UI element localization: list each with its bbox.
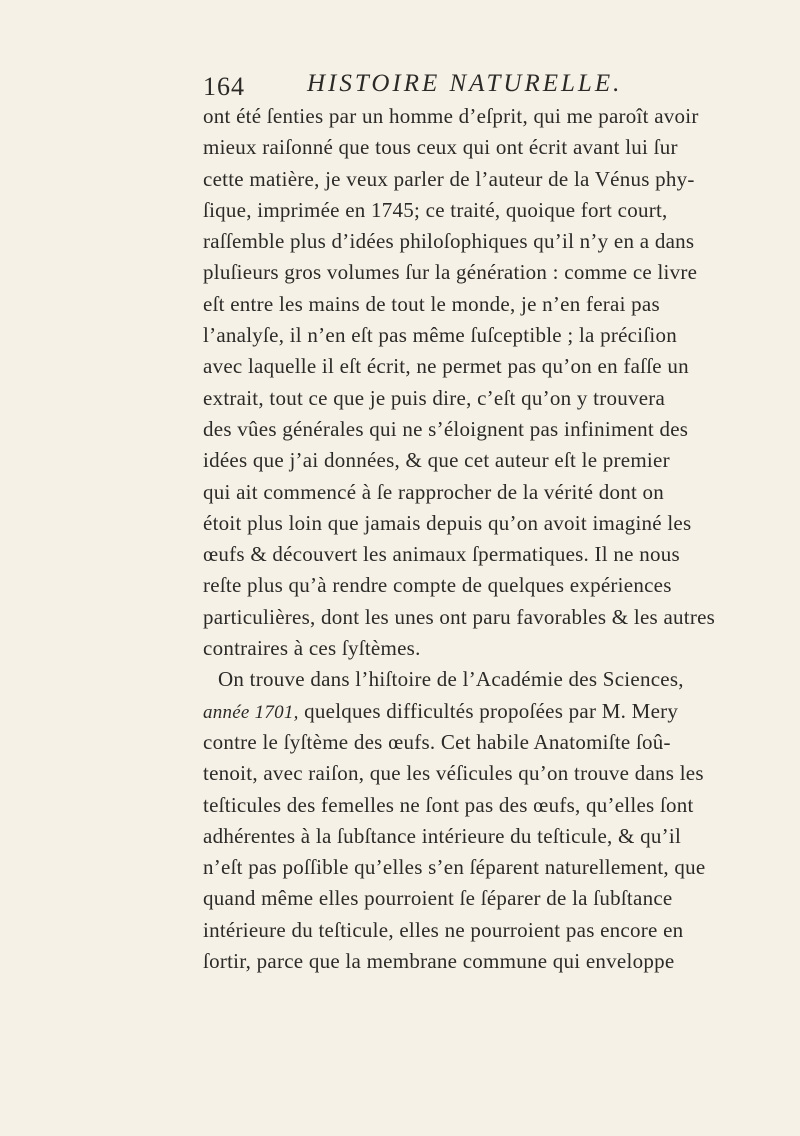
text-line: mieux raiſonné que tous ceux qui ont écrit avant lui ſur <box>203 135 678 160</box>
text-line: ſique, imprimée en 1745; ce traité, quoique fort court, <box>203 197 668 222</box>
text-line: contraires à ces ſyſtèmes. <box>203 636 421 661</box>
text-line: eſt entre les mains de tout le monde, je n’en ferai pas <box>203 291 660 316</box>
text-line: qui ait commencé à ſe rapprocher de la vérité dont on <box>203 479 665 504</box>
text-line: intérieure du teſticule, elles ne pourroient pas encore en <box>203 917 684 942</box>
text-line: n’eſt pas poſſible qu’elles s’en ſéparent naturellement, que <box>203 855 706 880</box>
text-line: avec laquelle il eſt écrit, ne permet pas qu’on en faſſe un <box>203 354 689 379</box>
text-line: quand même elles pourroient ſe ſéparer de la ſubſtance <box>203 886 673 911</box>
body-text <box>203 101 716 977</box>
text-line: On trouve dans l’hiſtoire de l’Académie des Sciences, <box>218 667 684 692</box>
text-line: étoit plus loin que jamais depuis qu’on avoit imaginé les <box>203 510 692 535</box>
page-number: 164 <box>203 72 245 101</box>
text-line: œufs & découvert les animaux ſpermatiques. Il ne nous <box>203 542 680 567</box>
text-line: tenoit, avec raiſon, que les véſicules qu’on trouve dans les <box>203 761 704 786</box>
text-line: pluſieurs gros volumes ſur la génération : comme ce livre <box>203 260 698 285</box>
text-line: teſticules des femelles ne ſont pas des œufs, qu’elles ſont <box>203 792 694 817</box>
running-title: HISTOIRE NATURELLE. <box>307 70 623 97</box>
page-header <box>203 66 623 102</box>
paragraph-2 <box>203 664 706 977</box>
text-line: reſte plus qu’à rendre compte de quelques expériences <box>203 573 672 598</box>
text-line: l’analyſe, il n’en eſt pas même ſuſceptible ; la préciſion <box>203 323 677 348</box>
text-line: contre le ſyſtème des œufs. Cet habile Anatomiſte ſoû- <box>203 729 671 754</box>
text-line: raſſemble plus d’idées philoſophiques qu’il n’y en a dans <box>203 229 695 254</box>
paragraph-1 <box>203 101 716 664</box>
italic-date: année 1701, <box>203 701 299 723</box>
text-line: idées que j’ai données, & que cet auteur eſt le premier <box>203 448 670 473</box>
text-line: adhérentes à la ſubſtance intérieure du teſticule, & qu’il <box>203 823 682 848</box>
text-line <box>203 696 679 727</box>
text-line: particulières, dont les unes ont paru favorables & les autres <box>203 604 716 629</box>
text-span: quelques difficultés propoſées par M. Mery <box>298 698 679 723</box>
text-line: ſortir, parce que la membrane commune qui enveloppe <box>203 949 675 974</box>
text-line: des vûes générales qui ne s’éloignent pas infiniment des <box>203 416 689 441</box>
text-line: cette matière, je veux parler de l’auteur de la Vénus phy- <box>203 166 695 191</box>
text-line: extrait, tout ce que je puis dire, c’eſt qu’on y trouvera <box>203 385 666 410</box>
text-line: ont été ſenties par un homme d’eſprit, qui me paroît avoir <box>203 104 699 128</box>
